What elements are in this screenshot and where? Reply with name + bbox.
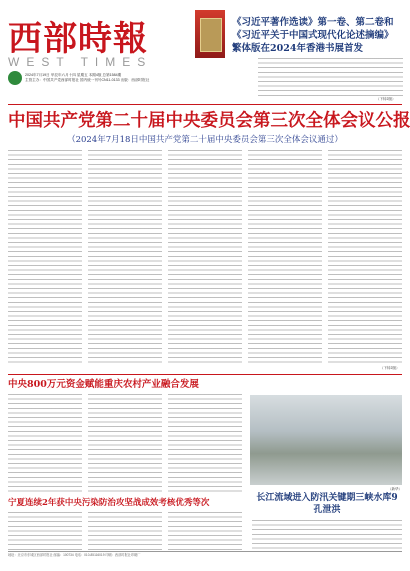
story3-title: 宁夏连续2年获中央污染防治攻坚战成效考核优秀等次 bbox=[8, 498, 210, 508]
footer-text: 地址：北京市东城区西部时报社 邮编：100734 电话：010-85116019 印刷：西部时报社印刷厂 bbox=[8, 553, 141, 557]
story2-column-3 bbox=[168, 394, 242, 494]
story3-column-2 bbox=[88, 512, 162, 550]
lead-column-2 bbox=[88, 150, 162, 365]
lead-continued: （下转2版） bbox=[380, 366, 400, 370]
top-story-body bbox=[258, 58, 403, 96]
newspaper-logo-icon bbox=[8, 71, 22, 85]
issue-line-2: 主管主办：中国共产党西部时报社 国内统一刊号CN11-0133 出版：西部时报社 bbox=[25, 78, 150, 82]
photo-caption: （新华） bbox=[388, 487, 402, 491]
section-rule bbox=[8, 374, 402, 375]
top-story-headline: 《习近平著作选读》第一卷、第二卷和《习近平关于中国式现代化论述摘编》繁体版在2024年香港书展首发 bbox=[232, 17, 394, 54]
lead-column-5 bbox=[328, 150, 402, 365]
header-rule bbox=[8, 104, 402, 105]
story4-title: 长江流域进入防汛关键期三峡水库9孔泄洪 bbox=[256, 493, 398, 515]
masthead bbox=[8, 20, 180, 82]
book-cover-image bbox=[195, 10, 225, 58]
three-gorges-flood-photo bbox=[250, 395, 402, 485]
lead-column-1 bbox=[8, 150, 82, 365]
story2-column-2 bbox=[88, 394, 162, 494]
lead-column-3 bbox=[168, 150, 242, 365]
story2-title: 中央800万元资金赋能重庆农村产业融合发展 bbox=[8, 379, 199, 390]
footer-rule bbox=[8, 551, 402, 552]
lead-title: 中国共产党第二十届中央委员会第三次全体会议公报 bbox=[8, 111, 410, 131]
lead-column-4 bbox=[248, 150, 322, 365]
lead-subtitle: （2024年7月18日中国共产党第二十届中央委员会第三次全体会议通过） bbox=[67, 135, 343, 145]
issue-line-1: 2024年7月19日 甲辰年六月十四 星期五 本期4版 总第1584期 bbox=[25, 73, 122, 77]
masthead-english: WEST TIMES bbox=[8, 55, 153, 69]
top-story-continued: （下转2版） bbox=[376, 97, 396, 101]
story3-column-3 bbox=[168, 512, 242, 550]
masthead-title: 西部時報 bbox=[8, 19, 148, 59]
story4-body bbox=[252, 520, 402, 550]
story3-column-1 bbox=[8, 512, 82, 550]
story2-column-1 bbox=[8, 394, 82, 494]
